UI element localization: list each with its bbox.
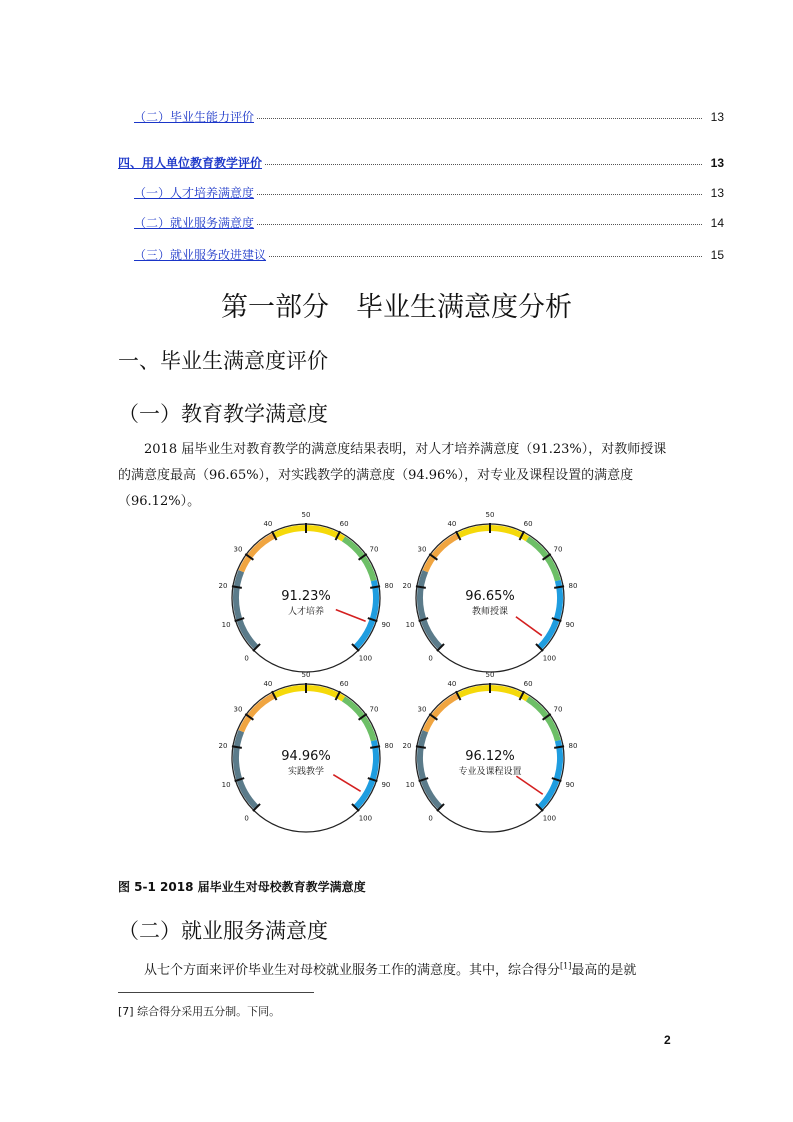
gauge-tick-label: 100 [358, 654, 373, 663]
paragraph-text: 从七个方面来评价毕业生对母校就业服务工作的满意度。其中，综合得分 [144, 963, 561, 978]
gauge-tick-label: 0 [244, 654, 249, 663]
gauge-tick-label: 30 [233, 545, 243, 554]
gauge-tick-label: 80 [384, 741, 394, 750]
gauge-tick-label: 0 [428, 814, 433, 823]
gauge-tick-label: 10 [405, 781, 415, 789]
toc-page-number: 14 [707, 214, 724, 232]
gauge-needle [516, 776, 542, 794]
gauge-value: 94.96% [281, 749, 331, 764]
gauge-tick [370, 586, 380, 588]
toc-link[interactable]: （三）就业服务改进建议 [134, 248, 267, 262]
paragraph-text: 最高的是就 [571, 963, 637, 978]
gauge-tick-label: 10 [221, 621, 231, 629]
gauge-tick-label: 70 [553, 705, 563, 714]
gauge-tick-label: 100 [358, 814, 373, 823]
gauge-label: 实践教学 [287, 767, 325, 777]
gauge-tick-label: 10 [221, 781, 231, 789]
toc-page-number: 13 [707, 108, 724, 126]
toc-page-number: 13 [707, 154, 724, 172]
gauge-tick-label: 30 [417, 705, 427, 714]
gauge-tick-label: 50 [301, 511, 311, 519]
gauge-tick-label: 70 [369, 705, 379, 714]
gauge-tick-label: 20 [402, 741, 412, 750]
gauge-tick-label: 20 [218, 581, 228, 590]
gauge-band [540, 741, 561, 808]
gauge-tick-label: 90 [381, 621, 391, 629]
gauge-tick-label: 50 [301, 671, 311, 679]
gauge-value: 91.23% [281, 589, 331, 604]
gauge-tick-label: 80 [568, 741, 578, 750]
gauge-label: 专业及课程设置 [458, 767, 522, 777]
gauge-tick [554, 746, 564, 748]
part-title: 第一部分 毕业生满意度分析 [221, 292, 572, 323]
gauge-tick-label: 10 [405, 621, 415, 629]
gauge-tick [416, 746, 426, 748]
toc-page-number: 15 [707, 246, 724, 264]
gauge-label: 教师授课 [471, 607, 509, 617]
toc-link[interactable]: （二）就业服务满意度 [134, 216, 255, 230]
gauge-tick-label: 50 [485, 511, 495, 519]
page-number: 2 [664, 1033, 671, 1047]
sub-heading-employment-service: （二）就业服务满意度 [118, 919, 328, 943]
gauge-tick-label: 50 [485, 671, 495, 679]
toc-link[interactable]: （一）人才培养满意度 [134, 186, 255, 200]
footnote: [7] 综合得分采用五分制。下同。 [118, 1005, 281, 1018]
gauge-tick-label: 40 [263, 680, 273, 689]
gauge-tick-label: 20 [218, 741, 228, 750]
toc-link[interactable]: 四、用人单位教育教学评价 [118, 156, 263, 170]
figure-caption: 图 5-1 2018 届毕业生对母校教育教学满意度 [118, 880, 366, 894]
gauge-tick-label: 60 [523, 520, 533, 529]
gauge-band [420, 731, 441, 807]
footnote-reference[interactable]: [1] [560, 961, 572, 971]
toc-page-number: 13 [707, 184, 724, 202]
section-heading: 一、毕业生满意度评价 [118, 349, 328, 373]
gauge-tick-label: 30 [417, 545, 427, 554]
gauge-tick-label: 20 [402, 581, 412, 590]
body-paragraph-employment [118, 958, 678, 984]
gauge-tick-label: 80 [384, 581, 394, 590]
toc-link[interactable]: （二）毕业生能力评价 [134, 110, 255, 124]
gauge-tick-label: 90 [565, 781, 575, 789]
gauge-label: 人才培养 [287, 607, 325, 617]
gauge-tick-label: 40 [263, 520, 273, 529]
gauge-value: 96.12% [465, 749, 515, 764]
gauge-tick-label: 60 [523, 680, 533, 689]
gauge-tick-label: 0 [428, 654, 433, 663]
gauge-tick-label: 40 [447, 680, 457, 689]
gauge-tick [232, 746, 242, 748]
gauge-tick [554, 586, 564, 588]
gauge-band [356, 741, 377, 808]
gauge-tick-label: 100 [542, 814, 557, 823]
gauge-tick-label: 0 [244, 814, 249, 823]
gauge-tick-label: 30 [233, 705, 243, 714]
gauge-tick-label: 100 [542, 654, 557, 663]
gauge-needle [333, 775, 360, 792]
gauge-tick-label: 80 [568, 581, 578, 590]
gauge-tick [416, 586, 426, 588]
gauge-tick [232, 586, 242, 588]
gauge-tick-label: 90 [565, 621, 575, 629]
gauge-tick-label: 40 [447, 520, 457, 529]
gauge-band [356, 581, 377, 648]
gauge-needle [336, 610, 366, 622]
gauge-tick-label: 90 [381, 781, 391, 789]
gauge-band [236, 571, 257, 647]
gauge-tick-label: 70 [369, 545, 379, 554]
gauge-tick-label: 60 [339, 680, 349, 689]
footnote-separator [118, 992, 314, 993]
gauge-tick-label: 70 [553, 545, 563, 554]
gauge-band [540, 581, 561, 648]
gauge-tick [370, 746, 380, 748]
gauge-needle [516, 617, 542, 636]
gauge-tick-label: 60 [339, 520, 349, 529]
gauge-value: 96.65% [465, 589, 515, 604]
gauge-band [420, 571, 441, 647]
gauge-band [236, 731, 257, 807]
sub-heading-education: （一）教育教学满意度 [118, 402, 328, 426]
body-paragraph: 2018 届毕业生对教育教学的满意度结果表明，对人才培养满意度（91.23%），对教师授课的满意度最高（96.65%），对实践教学的满意度（94.96%），对专业及课程设置的满意度（96.12%）。 [118, 442, 667, 509]
